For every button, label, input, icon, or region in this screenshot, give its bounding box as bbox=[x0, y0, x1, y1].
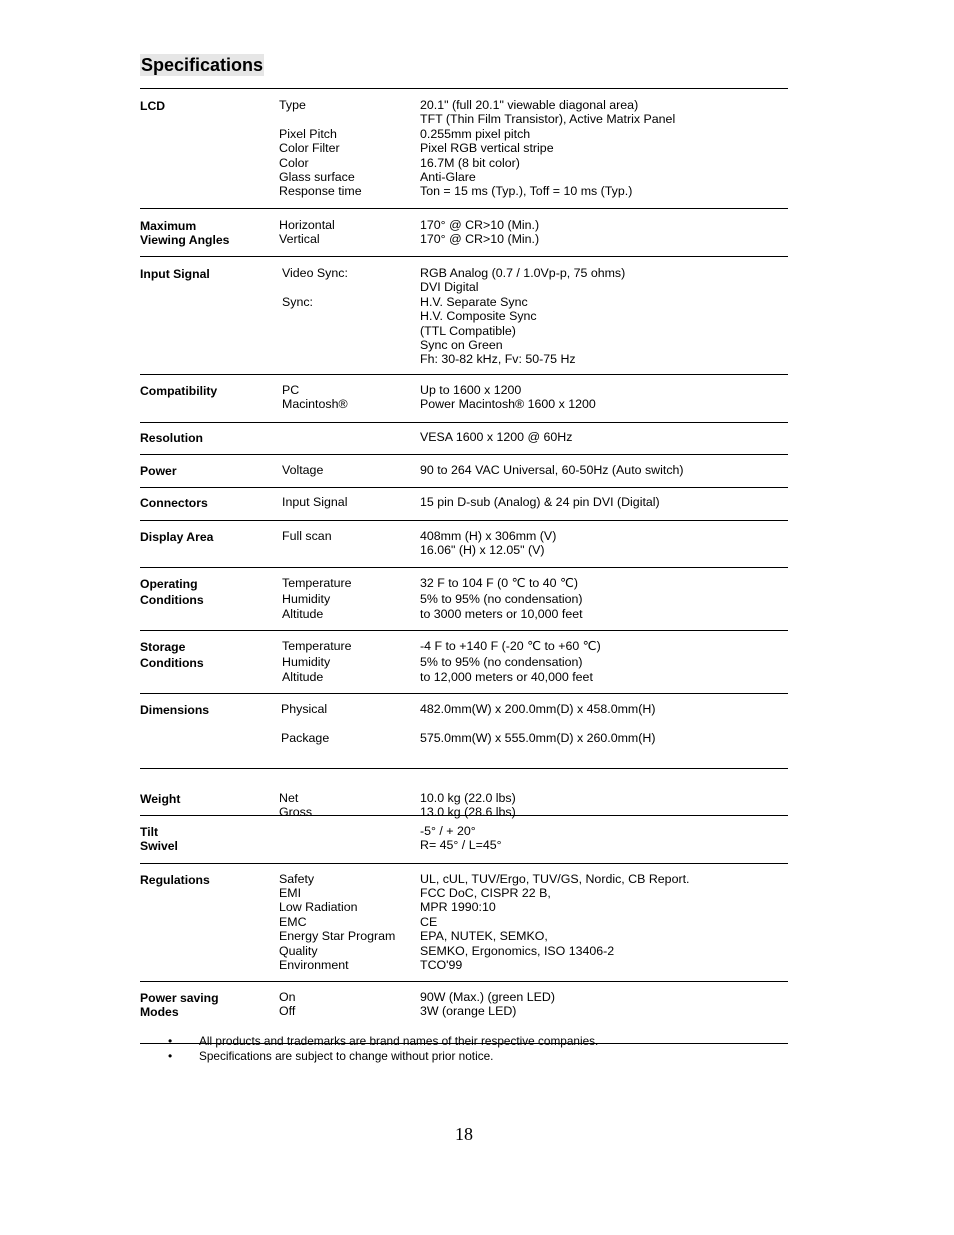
spec-category bbox=[140, 991, 278, 1020]
spec-label: Energy Star Program bbox=[279, 929, 396, 944]
spec-value: UL, cUL, TUV/Ergo, TUV/GS, Nordic, CB Report. bbox=[420, 871, 690, 886]
spec-value: Up to 1600 x 1200 bbox=[420, 383, 522, 397]
spec-label: Quality bbox=[279, 943, 318, 958]
spec-category-line: Conditions bbox=[140, 655, 204, 670]
spec-value: Anti-Glare bbox=[420, 170, 476, 184]
spec-value: 16.7M (8 bit color) bbox=[420, 155, 520, 170]
spec-group bbox=[140, 375, 788, 423]
spec-label: Physical bbox=[281, 702, 328, 716]
spec-category-line: Operating bbox=[140, 577, 198, 591]
spec-group bbox=[140, 816, 788, 864]
spec-label: Color Filter bbox=[279, 141, 340, 156]
spec-value: MPR 1990:10 bbox=[420, 900, 496, 915]
spec-label: EMI bbox=[279, 885, 302, 900]
spec-label: Gross bbox=[279, 805, 313, 820]
spec-category-line: Tilt bbox=[140, 825, 159, 839]
spec-category-line: Power bbox=[140, 464, 177, 478]
spec-value: Sync on Green bbox=[420, 338, 503, 352]
spec-value: to 12,000 meters or 40,000 feet bbox=[420, 670, 593, 685]
spec-category bbox=[140, 267, 278, 281]
spec-value: TFT (Thin Film Transistor), Active Matrix Panel bbox=[420, 112, 676, 127]
spec-label: Sync: bbox=[282, 294, 313, 309]
spec-value: -4 F to +140 F (-20 ℃ to +60 ℃) bbox=[420, 639, 601, 653]
bullet-icon: • bbox=[168, 1034, 173, 1048]
spec-label: Response time bbox=[279, 184, 362, 199]
spec-value: VESA 1600 x 1200 @ 60Hz bbox=[420, 429, 573, 444]
spec-label: Low Radiation bbox=[279, 900, 358, 915]
spec-group bbox=[140, 257, 788, 375]
spec-category bbox=[140, 99, 278, 113]
spec-value: 90 to 264 VAC Universal, 60-50Hz (Auto switch) bbox=[420, 463, 684, 477]
spec-category bbox=[140, 825, 278, 854]
spec-value: 13.0 kg (28.6 lbs) bbox=[420, 805, 516, 820]
spec-value: (TTL Compatible) bbox=[420, 323, 516, 338]
spec-category-line: Conditions bbox=[140, 592, 204, 607]
spec-label: Pixel Pitch bbox=[279, 126, 337, 141]
spec-label: Altitude bbox=[282, 670, 324, 685]
footnote-text: Specifications are subject to change without prior notice. bbox=[199, 1049, 494, 1063]
spec-value: 3W (orange LED) bbox=[420, 1003, 517, 1018]
spec-category-line: Weight bbox=[140, 792, 181, 806]
spec-category bbox=[140, 431, 278, 445]
spec-label: Temperature bbox=[282, 576, 352, 590]
spec-label: Net bbox=[279, 791, 299, 805]
spec-label: Glass surface bbox=[279, 170, 355, 184]
spec-group bbox=[140, 631, 788, 694]
spec-value: 575.0mm(W) x 555.0mm(D) x 260.0mm(H) bbox=[420, 730, 656, 745]
spec-value: Power Macintosh® 1600 x 1200 bbox=[420, 397, 596, 412]
spec-value: H.V. Separate Sync bbox=[420, 294, 528, 309]
spec-label: PC bbox=[282, 383, 300, 397]
spec-value: 10.0 kg (22.0 lbs) bbox=[420, 791, 516, 805]
spec-category-line: Regulations bbox=[140, 872, 210, 887]
spec-value: EPA, NUTEK, SEMKO, bbox=[420, 929, 548, 944]
spec-category-line: Dimensions bbox=[140, 703, 210, 717]
spec-label: Horizontal bbox=[279, 217, 335, 232]
spec-value: FCC DoC, CISPR 22 B, bbox=[420, 885, 551, 900]
spec-label: Humidity bbox=[282, 591, 331, 606]
spec-value: SEMKO, Ergonomics, ISO 13406-2 bbox=[420, 943, 615, 958]
spec-category-line: Input Signal bbox=[140, 267, 210, 281]
spec-label: Macintosh® bbox=[282, 397, 348, 412]
spec-value: 32 F to 104 F (0 ℃ to 40 ℃) bbox=[420, 576, 578, 590]
spec-label: Environment bbox=[279, 957, 349, 972]
page-title: Specifications bbox=[141, 55, 264, 75]
spec-label: Temperature bbox=[282, 639, 352, 653]
spec-value: 16.06" (H) x 12.05" (V) bbox=[420, 542, 545, 557]
spec-label: Video Sync: bbox=[282, 266, 348, 280]
spec-value: -5° / + 20° bbox=[420, 824, 476, 838]
spec-value: 20.1" (full 20.1" viewable diagonal area) bbox=[420, 98, 639, 112]
spec-value: 5% to 95% (no condensation) bbox=[420, 654, 583, 669]
spec-category bbox=[140, 640, 278, 672]
page-number: 18 bbox=[455, 1124, 473, 1144]
spec-value: TCO'99 bbox=[420, 957, 463, 972]
spec-category-line: Resolution bbox=[140, 430, 203, 445]
bullet-icon: • bbox=[168, 1049, 173, 1063]
spec-value: H.V. Composite Sync bbox=[420, 309, 537, 324]
spec-label: Altitude bbox=[282, 607, 324, 622]
spec-group bbox=[140, 769, 788, 820]
spec-value: 0.255mm pixel pitch bbox=[420, 126, 531, 141]
spec-value: DVI Digital bbox=[420, 280, 479, 295]
spec-label: Voltage bbox=[282, 463, 324, 477]
spec-category bbox=[140, 873, 278, 887]
spec-label: Color bbox=[279, 155, 309, 170]
spec-category bbox=[140, 384, 278, 398]
spec-category-line: Swivel bbox=[140, 839, 178, 854]
spec-category-line: Display Area bbox=[140, 529, 214, 544]
spec-value: 170° @ CR>10 (Min.) bbox=[420, 231, 540, 246]
spec-value: Ton = 15 ms (Typ.), Toff = 10 ms (Typ.) bbox=[420, 184, 633, 199]
spec-category bbox=[140, 792, 278, 806]
spec-label: Humidity bbox=[282, 654, 331, 669]
footnote-text: All products and trademarks are brand names of their respective companies. bbox=[199, 1034, 599, 1048]
footnotes bbox=[168, 1034, 598, 1064]
spec-value: 90W (Max.) (green LED) bbox=[420, 989, 555, 1004]
spec-value: RGB Analog (0.7 / 1.0Vp-p, 75 ohms) bbox=[420, 266, 626, 280]
spec-group bbox=[140, 568, 788, 631]
footnote-item bbox=[168, 1034, 598, 1049]
spec-category bbox=[140, 703, 278, 717]
spec-label: Off bbox=[279, 1003, 296, 1018]
spec-category-line: Viewing Angles bbox=[140, 232, 230, 247]
spec-value: 15 pin D-sub (Analog) & 24 pin DVI (Digital) bbox=[420, 495, 660, 509]
specifications-table bbox=[140, 88, 788, 1044]
spec-label: Type bbox=[279, 98, 306, 112]
spec-label: Vertical bbox=[279, 231, 320, 246]
spec-value: 408mm (H) x 306mm (V) bbox=[420, 528, 557, 543]
spec-category-line: Power saving bbox=[140, 990, 219, 1005]
spec-category-line: Storage bbox=[140, 640, 186, 654]
spec-category-line: LCD bbox=[140, 99, 166, 113]
spec-group bbox=[140, 423, 788, 456]
spec-group bbox=[140, 521, 788, 569]
spec-group bbox=[140, 694, 788, 769]
footnote-item bbox=[168, 1049, 598, 1064]
spec-group bbox=[140, 864, 788, 982]
spec-value: Fh: 30-82 kHz, Fv: 50-75 Hz bbox=[420, 352, 576, 367]
spec-category-line: Compatibility bbox=[140, 384, 218, 398]
spec-label: On bbox=[279, 989, 296, 1004]
spec-category bbox=[140, 464, 278, 478]
spec-category bbox=[140, 219, 278, 248]
spec-value: R= 45° / L=45° bbox=[420, 838, 502, 853]
spec-group bbox=[140, 209, 788, 258]
spec-label: Input Signal bbox=[282, 495, 348, 509]
spec-category-line: Modes bbox=[140, 1004, 179, 1019]
spec-group bbox=[140, 455, 788, 488]
spec-group bbox=[140, 488, 788, 521]
spec-label: Package bbox=[281, 730, 330, 745]
spec-value: 5% to 95% (no condensation) bbox=[420, 591, 583, 606]
spec-value: 170° @ CR>10 (Min.) bbox=[420, 217, 540, 232]
spec-value: 482.0mm(W) x 200.0mm(D) x 458.0mm(H) bbox=[420, 702, 656, 716]
spec-category-line: Connectors bbox=[140, 496, 208, 510]
spec-value: Pixel RGB vertical stripe bbox=[420, 141, 554, 156]
spec-category bbox=[140, 530, 278, 544]
spec-value: to 3000 meters or 10,000 feet bbox=[420, 607, 583, 622]
spec-group bbox=[140, 89, 788, 209]
spec-category bbox=[140, 577, 278, 609]
spec-label: EMC bbox=[279, 914, 307, 929]
spec-category bbox=[140, 496, 278, 510]
spec-category-line: Maximum bbox=[140, 218, 197, 233]
spec-label: Safety bbox=[279, 871, 315, 886]
spec-value: CE bbox=[420, 914, 438, 929]
spec-label: Full scan bbox=[282, 528, 332, 543]
